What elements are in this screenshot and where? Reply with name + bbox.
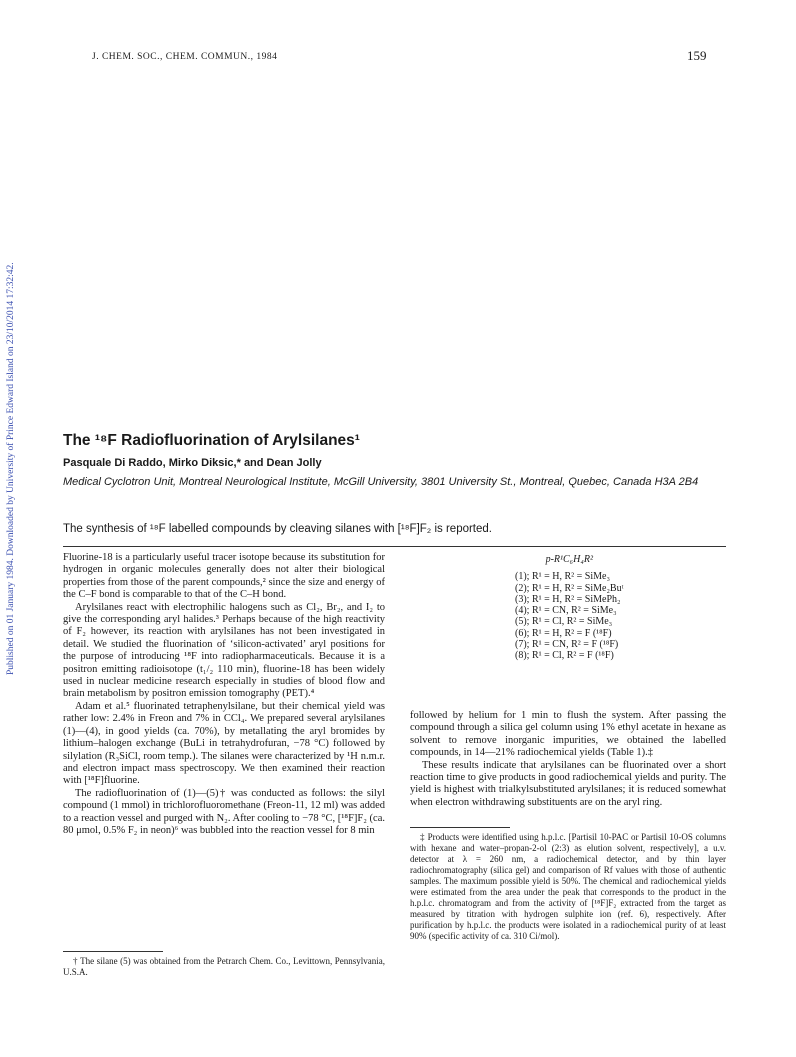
body-paragraph: followed by helium for 1 min to flush the system. After passing the compound through a silica gel column using 1% ethyl acetate in hexane as solvent to remove inorganic impurities, we obtained the labelled compounds, in 14—21% radiochemical yields (Table 1).‡ <box>410 710 726 759</box>
compound-entry: (6); R¹ = H, R² = F (¹⁸F) <box>515 627 612 639</box>
abstract-rule <box>63 546 726 547</box>
body-paragraph: The radiofluorination of (1)—(5)† was conducted as follows: the silyl compound (1 mmol) in trichlorofluoromethane (Freon-11, 12 ml) was added to a reaction vessel and purged with N₂. After cooling to −78 °C, [¹⁸F]F₂ (ca. 80 μmol, 0.5% F₂ in neon)⁶ was bubbled into the reaction vessel for 8 min <box>63 787 385 836</box>
left-column <box>63 552 385 837</box>
compound-entry: (4); R¹ = CN, R² = SiMe₃ <box>515 605 617 617</box>
compound-entry: (3); R¹ = H, R² = SiMePh₂ <box>515 593 621 605</box>
compound-entry: (2); R¹ = H, R² = SiMe₂Buᵗ <box>515 582 624 594</box>
footnote-dagger <box>63 956 385 978</box>
running-head: J. CHEM. SOC., CHEM. COMMUN., 1984 <box>92 52 278 62</box>
page-number: 159 <box>687 48 707 63</box>
compound-entry: (1); R¹ = H, R² = SiMe₃ <box>515 571 610 583</box>
footnote-double-dagger <box>410 832 726 942</box>
body-paragraph: Adam et al.⁵ fluorinated tetraphenylsilane, but their chemical yield was rather low: 2.4% in Freon and 7% in CCl₄. We prepared several arylsilanes (1)—(4), in good yields (ca. 70%), by metallating the aryl bromides by lithium–halogen exchange (BuLi in tetrahydrofuran, −78 °C) followed by silylation (R₃SiCl, room temp.). The silanes were characterized by ¹H n.m.r. and electron impact mass spectroscopy. We then examined their reaction with [¹⁸F]fluorine. <box>63 700 385 787</box>
body-paragraph: Arylsilanes react with electrophilic halogens such as Cl₂, Br₂, and I₂ to give the corresponding aryl halides.³ Perhaps because of the high reactivity of F₂ however, its reaction with arylsilanes has not been investigated in detail. We studied the fluorination of ‘silicon-activated’ aryl positions for the purpose of introducing ¹⁸F into radiopharmaceuticals. Because it is a positron emitting radioisotope (t₁/₂ 110 min), fluorine-18 has been widely used in nuclear medicine research especially in studies of blood flow and brain metabolism by positron emission tomography (PET).⁴ <box>63 601 385 700</box>
footnote-text: ‡ Products were identified using h.p.l.c. [Partisil 10-PAC or Partisil 10-OS columns with hexane and water–propan-2-ol (2:3) as elution solvent, respectively], a u.v. detector at λ = 260 nm, a radiochemical detector, and by thin layer radiochromatography (silica gel) and comparison of Rf values with those of authentic samples. The maximum possible yield is 50%. The chemical and radiochemical yields were estimated from the area under the peak that corresponds to the product in the h.p.l.c. chromatogram and from the activity of [¹⁸F]F₂ extracted from the target as measured by titration with hydrogen sulphite ion (ref. 6), respectively. After purification by h.p.l.c. the products were isolated in a radiochemical purity of at least 90% (specific activity of ca. 310 Ci/mol). <box>410 832 726 941</box>
right-column <box>410 710 726 809</box>
compound-schema <box>515 554 624 662</box>
schema-formula: p-R¹C₆H₄R² <box>545 554 593 565</box>
footnote-text: † The silane (5) was obtained from the Petrarch Chem. Co., Levittown, Pennsylvania, U.S.A. <box>63 956 385 977</box>
abstract: The synthesis of ¹⁸F labelled compounds by cleaving silanes with [¹⁸F]F₂ is reported. <box>63 523 492 535</box>
download-watermark[interactable]: Published on 01 January 1984. Downloaded by University of Prince Edward Island on 23/10/2014 17:32:42. <box>6 262 16 675</box>
compound-entry: (7); R¹ = CN, R² = F (¹⁸F) <box>515 639 619 651</box>
compound-entry: (5); R¹ = Cl, R² = SiMe₃ <box>515 616 613 628</box>
footnote-rule <box>410 827 510 828</box>
article-title: The ¹⁸F Radiofluorination of Arylsilanes¹ <box>63 432 360 449</box>
body-paragraph: Fluorine-18 is a particularly useful tracer isotope because its substitution for hydrogen in organic molecules generally does not alter their biological properties from those of the parent compounds,² since the size and energy of the C–F bond is comparable to that of the C–H bond. <box>63 552 385 601</box>
author-list: Pasquale Di Raddo, Mirko Diksic,* and Dean Jolly <box>63 457 322 469</box>
footnote-rule <box>63 951 163 952</box>
body-paragraph: These results indicate that arylsilanes can be fluorinated over a short reaction time to give products in good radiochemical yields and purity. The yield is highest with trialkylsubstituted arylsilanes; it is reduced somewhat when electron withdrawing substituents are on the aryl ring. <box>410 759 726 808</box>
affiliation: Medical Cyclotron Unit, Montreal Neurological Institute, McGill University, 3801 University St., Montreal, Quebec, Canada H3A 2B4 <box>63 476 699 488</box>
compound-entry: (8); R¹ = Cl, R² = F (¹⁸F) <box>515 650 614 662</box>
